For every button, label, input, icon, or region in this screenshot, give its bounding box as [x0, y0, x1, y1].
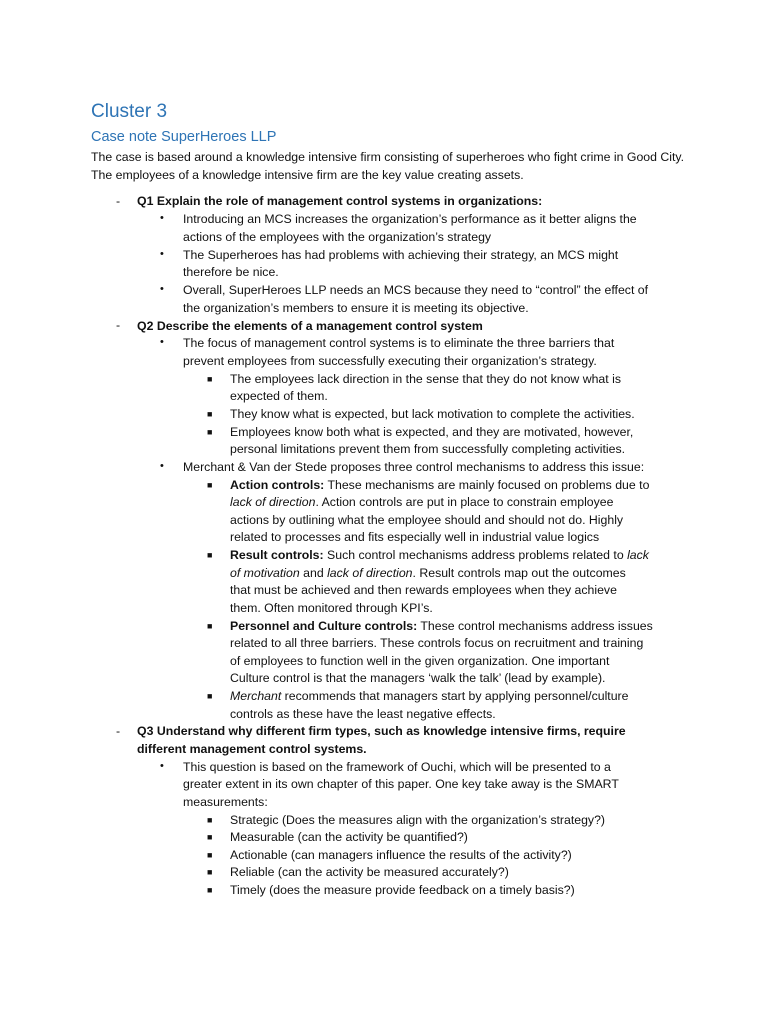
- q1-bullet-3-line-2: the organization’s members to ensure it is meeting its objective.: [183, 301, 529, 315]
- square-bullet: ■: [207, 691, 213, 701]
- square-bullet: ■: [207, 621, 213, 631]
- action-controls-text: . Action controls are put in place to constrain employee: [315, 495, 614, 509]
- lack-of-direction-term: lack of direction: [327, 566, 413, 580]
- dash-bullet: -: [116, 318, 121, 332]
- personnel-controls-label: Personnel and Culture controls:: [230, 619, 418, 633]
- bullet-dot: •: [160, 760, 164, 772]
- merchant-text: recommends that managers start by applying personnel/culture: [281, 689, 629, 703]
- result-controls-line-4: them. Often monitored through KPI’s.: [230, 601, 433, 615]
- q3-bullet-1-line-3: measurements:: [183, 795, 268, 809]
- personnel-controls-text: These control mechanisms address issues: [417, 619, 653, 633]
- result-controls-text: . Result controls map out the outcomes: [412, 566, 626, 580]
- barrier-3-line-2: personal limitations prevent them from successfully completing activities.: [230, 442, 626, 456]
- barrier-1-line-2: expected of them.: [230, 389, 328, 403]
- personnel-controls-line-3: of employees to function well in the given organization. One important: [230, 654, 610, 668]
- personnel-controls-line-1: [230, 618, 653, 636]
- q2-heading: Q2 Describe the elements of a management control system: [137, 319, 483, 333]
- result-controls-text: and: [299, 566, 328, 580]
- q1-bullet-3-line-1: Overall, SuperHeroes LLP needs an MCS because they need to “control” the effect of: [183, 283, 649, 297]
- square-bullet: ■: [207, 850, 213, 860]
- smart-measurable: Measurable (can the activity be quantified?): [230, 830, 468, 844]
- q1-bullet-2-line-1: The Superheroes has had problems with achieving their strategy, an MCS might: [183, 248, 619, 262]
- personnel-controls-line-4: Culture control is that the managers ‘walk the talk’ (lead by example).: [230, 671, 606, 685]
- lack-term: lack: [627, 548, 649, 562]
- q1-heading: Q1 Explain the role of management control systems in organizations:: [137, 194, 543, 208]
- q3-heading-line-1: Q3 Understand why different firm types, such as knowledge intensive firms, require: [137, 724, 626, 738]
- square-bullet: ■: [207, 885, 213, 895]
- square-bullet: ■: [207, 550, 213, 560]
- smart-strategic: Strategic (Does the measures align with the organization’s strategy?): [230, 813, 606, 827]
- page-subtitle: Case note SuperHeroes LLP: [91, 129, 277, 145]
- page-title: Cluster 3: [91, 101, 168, 122]
- result-controls-line-1: [230, 547, 649, 565]
- merchant-line-2: controls as these have the least negative effects.: [230, 707, 496, 721]
- square-bullet: ■: [207, 374, 213, 384]
- q3-bullet-1-line-2: greater extent in its own chapter of this paper. One key take away is the SMART: [183, 777, 619, 791]
- barrier-1-line-1: The employees lack direction in the sense that they do not know what is: [230, 372, 621, 386]
- intro-paragraph: The case is based around a knowledge intensive firm consisting of superheroes who fight crime in Good City. The employees of a knowledge intensive firm are the key value creating assets.: [91, 150, 685, 182]
- of-motivation-term: of motivation: [230, 566, 300, 580]
- square-bullet: ■: [207, 409, 213, 419]
- square-bullet: ■: [207, 815, 213, 825]
- q1-bullet-1-line-2: actions of the employees with the organization’s strategy: [183, 230, 492, 244]
- result-controls-label: Result controls:: [230, 548, 324, 562]
- dash-bullet: -: [116, 724, 121, 738]
- merchant-name: Merchant: [230, 689, 282, 703]
- result-controls-line-2: [230, 565, 626, 583]
- barrier-2: They know what is expected, but lack motivation to complete the activities.: [230, 407, 635, 421]
- action-controls-text: These mechanisms are mainly focused on problems due to: [324, 478, 650, 492]
- q2-bullet-1-line-1: The focus of management control systems is to eliminate the three barriers that: [183, 336, 615, 350]
- dash-bullet: -: [116, 194, 121, 208]
- q1-bullet-1-line-1: Introducing an MCS increases the organization’s performance as it better aligns the: [183, 212, 637, 226]
- q1-bullet-2-line-2: therefore be nice.: [183, 265, 279, 279]
- action-controls-line-1: [230, 477, 649, 495]
- q3-bullet-1-line-1: This question is based on the framework of Ouchi, which will be presented to a: [183, 760, 611, 774]
- smart-actionable: Actionable (can managers influence the results of the activity?): [230, 848, 572, 862]
- barrier-3-line-1: Employees know both what is expected, and they are motivated, however,: [230, 425, 634, 439]
- q2-bullet-1-line-2: prevent employees from successfully executing their organization’s strategy.: [183, 354, 597, 368]
- merchant-line-1: [230, 688, 629, 706]
- action-controls-line-3: actions by outlining what the employee should and should not do. Highly: [230, 513, 624, 527]
- bullet-dot: •: [160, 212, 164, 224]
- result-controls-line-3: that must be achieved and then rewards employees when they achieve: [230, 583, 617, 597]
- square-bullet: ■: [207, 427, 213, 437]
- personnel-controls-line-2: related to all three barriers. These controls focus on recruitment and training: [230, 636, 644, 650]
- lack-of-direction-term: lack of direction: [230, 495, 316, 509]
- smart-reliable: Reliable (can the activity be measured accurately?): [230, 865, 509, 879]
- bullet-dot: •: [160, 283, 164, 295]
- q2-bullet-2: Merchant & Van der Stede proposes three control mechanisms to address this issue:: [183, 460, 645, 474]
- bullet-dot: •: [160, 336, 164, 348]
- square-bullet: ■: [207, 480, 213, 490]
- action-controls-line-2: [230, 494, 613, 512]
- bullet-dot: •: [160, 460, 164, 472]
- bullet-dot: •: [160, 248, 164, 260]
- result-controls-text: Such control mechanisms address problems related to: [323, 548, 628, 562]
- smart-timely: Timely (does the measure provide feedback on a timely basis?): [230, 883, 575, 897]
- square-bullet: ■: [207, 867, 213, 877]
- action-controls-line-4: related to processes and fits especially well in industrial value logics: [230, 530, 600, 544]
- action-controls-label: Action controls:: [230, 478, 325, 492]
- q3-heading-line-2: different management control systems.: [137, 742, 367, 756]
- square-bullet: ■: [207, 832, 213, 842]
